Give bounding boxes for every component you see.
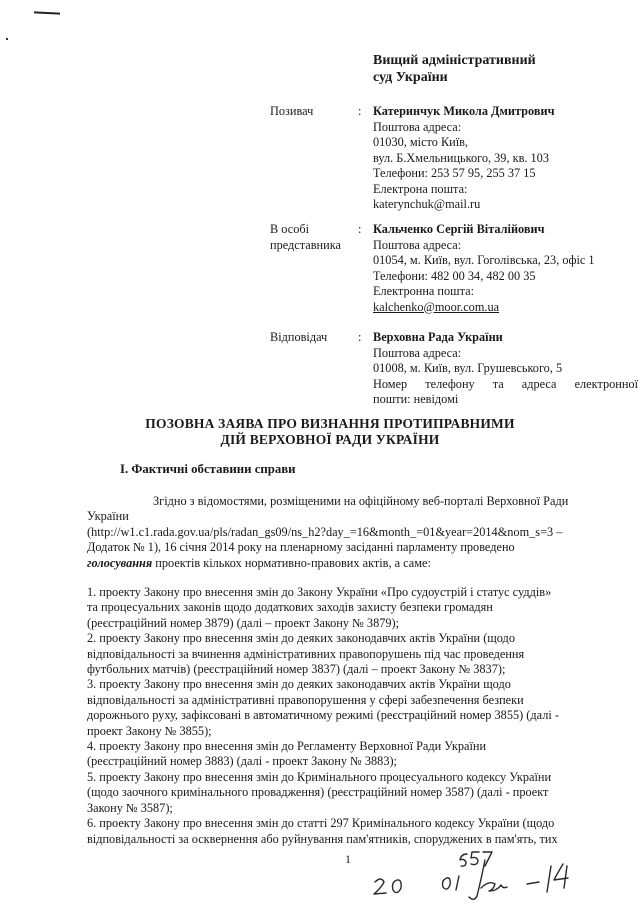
- addressee-line-2: суд України: [373, 70, 448, 85]
- list-item-line: 4. проекту Закону про внесення змін до Регламенту Верховної Ради України: [87, 739, 487, 754]
- list-item-line: відповідальності за вчинення адміністративних правопорушень під час проведення: [87, 646, 525, 661]
- list-item-line: футбольних матчів) (реєстраційний номер 3837) (далі – проект Закону № 3837);: [87, 662, 506, 677]
- defendant-contact-line-1: Номер телефону та адреса електронної: [373, 376, 638, 391]
- representative-postal-line-1: 01054, м. Київ, вул. Гоголівська, 23, офіс 1: [373, 253, 595, 267]
- list-item-line: 2. проекту Закону про внесення змін до деяких законодавчих актів України (щодо: [87, 631, 515, 646]
- document-title: [120, 416, 540, 448]
- plaintiff-email-label: Електрона пошта:: [373, 181, 468, 196]
- intro-line: Додаток № 1), 16 січня 2014 року на пленарному засіданні парламенту проведено: [87, 540, 515, 555]
- plaintiff-email: katerynchuk@mail.ru: [373, 197, 481, 211]
- intro-paragraph: [87, 494, 617, 571]
- defendant-postal-line-1: 01008, м. Київ, вул. Грушевського, 5: [373, 361, 563, 375]
- plaintiff-colon: :: [358, 104, 362, 118]
- page-number: 1: [345, 852, 351, 866]
- document-title-line-1: ПОЗОВНА ЗАЯВА ПРО ВИЗНАННЯ ПРОТИПРАВНИМИ: [145, 416, 515, 431]
- list-item-line: 6. проекту Закону про внесення змін до статті 297 Кримінального кодексу України (щодо: [87, 816, 555, 831]
- representative-name: Кальченко Сергій Віталійович: [373, 222, 545, 236]
- intro-line: Згідно з відомостями, розміщеними на офіційному веб-порталі Верховної Ради: [153, 494, 569, 508]
- addressee-court: [373, 52, 536, 86]
- document-title-line-2: ДІЙ ВЕРХОВНОЇ РАДИ УКРАЇНИ: [220, 432, 440, 447]
- list-item-line: (реєстраційний номер 3883) (далі - проект Закону № 3883);: [87, 754, 397, 769]
- plaintiff-phones: Телефони: 253 57 95, 255 37 15: [373, 166, 536, 180]
- list-item-line: (реєстраційний номер 3879) (далі – проект Закону № 3879);: [87, 615, 400, 630]
- section-heading-facts: I. Фактичні обставини справи: [120, 462, 296, 476]
- defendant-postal-label: Поштова адреса:: [373, 345, 462, 360]
- scan-artifact-dot: [6, 38, 8, 40]
- representative-postal-label: Поштова адреса:: [373, 237, 462, 252]
- intro-line: України: [87, 509, 129, 524]
- list-item-line: проект Закону № 3855);: [87, 723, 212, 738]
- defendant-contact-line-2: пошти: невідомі: [373, 392, 459, 406]
- intro-line: (http://w1.c1.rada.gov.ua/pls/radan_gs09/ns_h2?day_=16&month_=01&year=2014&nom_s=3 –: [87, 524, 563, 539]
- defendant-label: Відповідач: [270, 330, 328, 344]
- representative-colon: :: [358, 222, 362, 236]
- representative-details: [373, 222, 638, 315]
- representative-phones: Телефони: 482 00 34, 482 00 35: [373, 268, 536, 283]
- list-item-line: відповідальності за адміністративні правопорушення у сфері забезпечення безпеки: [87, 692, 524, 707]
- representative-email-label: Електронна пошта:: [373, 284, 475, 298]
- list-item-line: дорожнього руху, зафіксовані в автоматичному режимі (реєстраційний номер 3855) (далі -: [87, 708, 559, 723]
- representative-email: kalchenko@moor.com.ua: [373, 299, 500, 314]
- defendant-colon: :: [358, 330, 362, 344]
- plaintiff-name: Катеринчук Микола Дмитрович: [373, 104, 555, 118]
- list-item-line: та процесуальних законів щодо додаткових заходів захисту безпеки громадян: [87, 600, 493, 615]
- addressee-line-1: Вищий адміністративний: [373, 53, 536, 68]
- intro-line-rest: проектів кількох нормативно-правових актів, а саме:: [152, 555, 431, 570]
- intro-line: [87, 556, 617, 571]
- list-item-line: (щодо заочного кримінального провадження) (реєстраційний номер 3587) (далі - проект: [87, 785, 549, 800]
- list-item-line: 3. проекту Закону про внесення змін до деяких законодавчих актів України щодо: [87, 677, 511, 692]
- plaintiff-postal-line-1: 01030, місто Київ,: [373, 135, 469, 149]
- defendant-name: Верховна Рада України: [373, 330, 503, 344]
- list-item-line: 5. проекту Закону про внесення змін до Кримінального процесуального кодексу України: [87, 769, 552, 784]
- scan-artifact-mark: [34, 11, 60, 14]
- bills-list: [87, 585, 617, 847]
- list-item-line: 1. проекту Закону про внесення змін до Закону України «Про судоустрій і статус суддів»: [87, 585, 552, 599]
- voting-emphasis: голосування: [87, 555, 153, 570]
- plaintiff-details: [373, 104, 638, 213]
- representative-label: [270, 222, 350, 253]
- defendant-details: [373, 330, 638, 408]
- representative-label-line-2: представника: [270, 237, 341, 252]
- list-item-line: Закону № 3587);: [87, 800, 173, 815]
- plaintiff-label: Позивач: [270, 104, 314, 118]
- handwritten-registration-mark: [355, 848, 595, 904]
- list-item-line: відповідальності за осквернення або руйнування пам'ятників, споруджених в пам'ять, тих: [87, 831, 558, 846]
- representative-label-line-1: В особі: [270, 222, 310, 236]
- plaintiff-postal-line-2: вул. Б.Хмельницького, 39, кв. 103: [373, 150, 549, 165]
- plaintiff-postal-label: Поштова адреса:: [373, 119, 462, 134]
